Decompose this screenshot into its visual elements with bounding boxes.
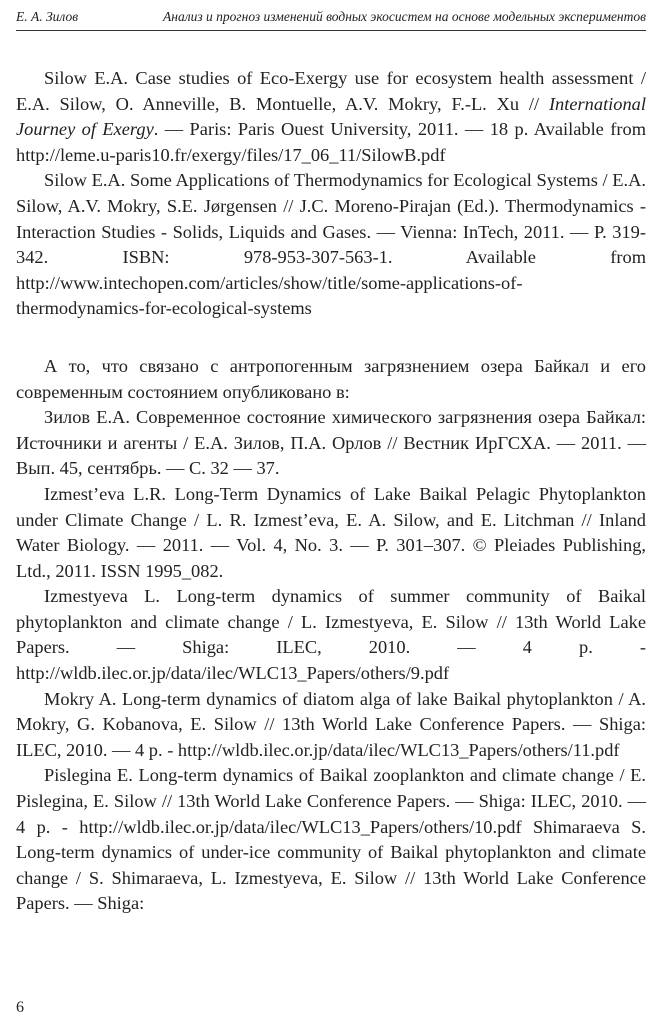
header-title: Анализ и прогноз изменений водных экосистем на основе модельных экспериментов [163, 9, 646, 24]
reference-zilov: Зилов Е.А. Современное состояние химического загрязнения озера Байкал: Источники и агенты / Е.А. Зилов, П.А. Орлов // Вестник ИрГСХА. — 2011. — Вып. 45, сентябрь. — С. 32 — 37. [16, 407, 646, 479]
reference-silow-thermodynamics: Silow E.A. Some Applications of Thermodynamics for Ecological Systems / E.A. Silow, A.V. Mokry, S.E. Jørgensen // J.C. Moreno-Pirajan (Ed.). Thermodynamics - Interaction Studies - Solids, Liquids and Gases. — Vienna: InTech, 2011. — P. 319-342. ISBN: 978-953-307-563-1. Available from http://www.intechopen.com/articles/show/title/some-applications-of-thermodynamics-for-ecological-systems [16, 170, 646, 319]
reference-text: . — Paris: Paris Ouest University, 2011. — 18 p. Available from http://leme.u-paris10.fr/exergy/files/17_06_11/SilowB.pdf [16, 119, 646, 165]
reference-izmestyeva: Izmestyeva L. Long-term dynamics of summer community of Baikal phytoplankton and climate change / L. Izmestyeva, E. Silow // 13th World Lake Papers. — Shiga: ILEC, 2010. — 4 p. - http://wldb.ilec.or.jp/data/ilec/WLC13_Papers/others/9.pdf [16, 586, 646, 684]
reference-izmesteva: Izmest’eva L.R. Long-Term Dynamics of Lake Baikal Pelagic Phytoplankton under Climate Change / L. R. Izmest’eva, E. A. Silow, and E. Litchman // Inland Water Biology. — 2011. — Vol. 4, No. 3. — P. 301–307. © Pleiades Publishing, Ltd., 2011. ISSN 1995_082. [16, 483, 646, 581]
paragraph-gap [16, 322, 646, 354]
reference-pislegina: Pislegina E. Long-term dynamics of Baikal zooplankton and climate change / E. Pislegina, E. Silow // 13th World Lake Conference Papers. — Shiga: ILEC, 2010. — 4 p. - http://wldb.ilec.or.jp/data/ilec/WLC13_Papers/others/10.pdf Shimaraeva S. Long-term dynamics of under-ice community of Baikal phytoplankton and climate change / S. Shimaraeva, L. Izmestyeva, E. Silow // 13th World Lake Conference Papers. — Shiga: [16, 765, 646, 914]
page-body [16, 66, 646, 917]
reference-text: Silow E.A. Case studies of Eco-Exergy use for ecosystem health assessment / E.A. Silow, O. Anneville, B. Montuelle, A.V. Mokry, F.-L. Xu // [16, 68, 646, 114]
reference-silow-exergy [16, 66, 646, 168]
page-number: 6 [16, 999, 24, 1016]
running-header [16, 8, 646, 31]
intro-paragraph: А то, что связано с антропогенным загрязнением озера Байкал и его современным состоянием опубликовано в: [16, 355, 646, 402]
header-author: Е. А. Зилов [16, 9, 79, 24]
journal-title: International Journey of Exergy [16, 93, 646, 140]
reference-mokry: Mokry A. Long-term dynamics of diatom alga of lake Baikal phytoplankton / A. Mokry, G. Kobanova, E. Silow // 13th World Lake Conference Papers. — Shiga: ILEC, 2010. — 4 p. - http://wldb.ilec.or.jp/data/ilec/WLC13_Papers/others/11.pdf [16, 688, 646, 760]
